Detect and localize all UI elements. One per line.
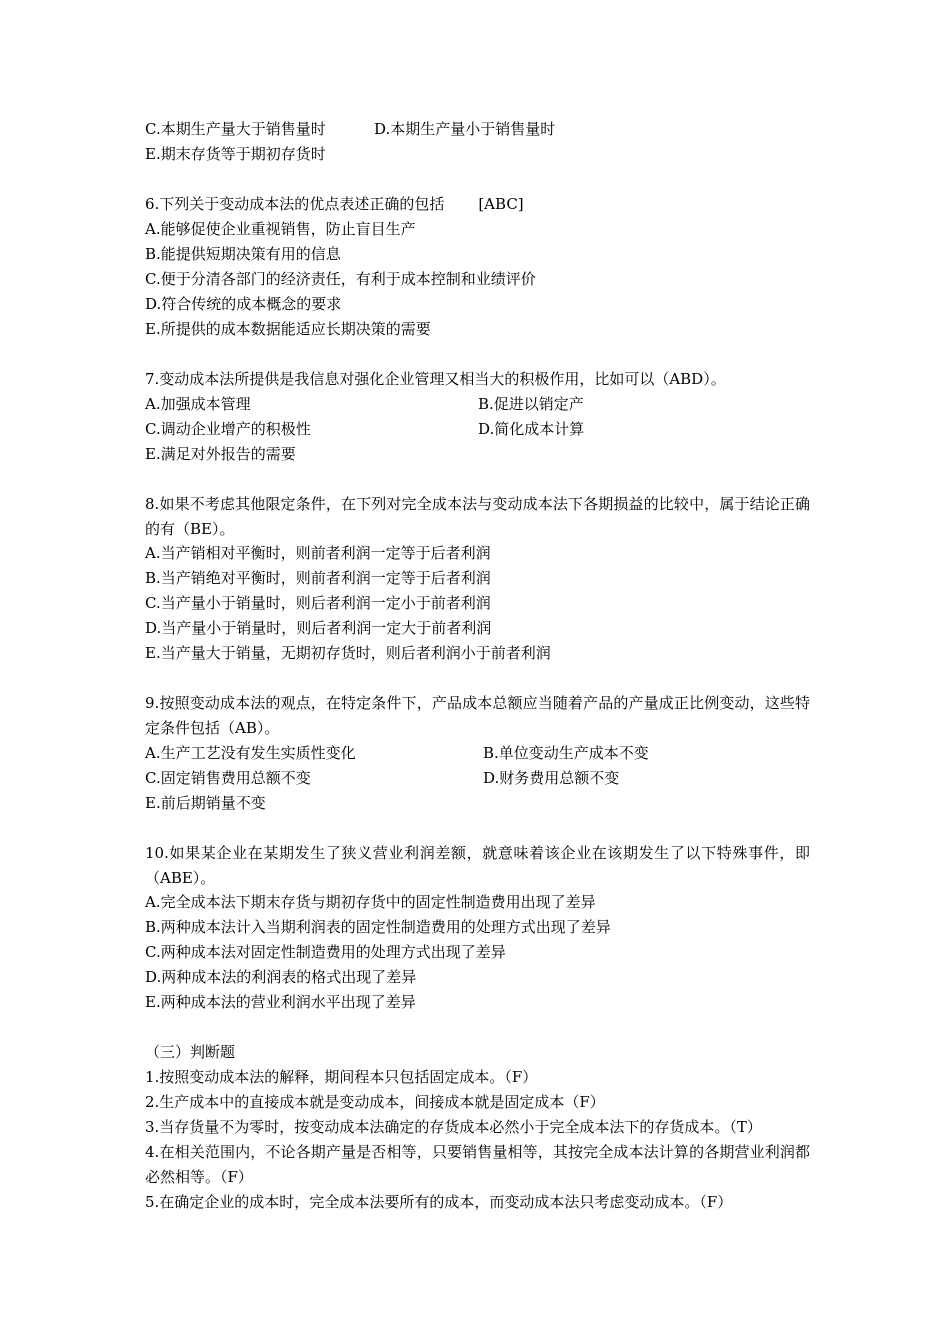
q8-option-e: E.当产量大于销量，无期初存货时，则后者利润小于前者利润 xyxy=(145,644,551,663)
q8-stem: 8.如果不考虑其他限定条件，在下列对完全成本法与变动成本法下各期损益的比较中，属于结论正确的有（BE）。 xyxy=(145,495,810,538)
q7-option-c: C.调动企业增产的积极性 xyxy=(145,420,311,438)
judgement-item-1: 1.按照变动成本法的解释，期间程本只包括固定成本。（F） xyxy=(145,1068,538,1087)
q8-option-c: C.当产量小于销量时，则后者利润一定小于前者利润 xyxy=(145,594,491,613)
q9-option-d: D.财务费用总额不变 xyxy=(483,768,620,787)
q10-option-b: B.两种成本法计入当期利润表的固定性制造费用的处理方式出现了差异 xyxy=(145,918,611,937)
q7-options-ab xyxy=(145,392,810,417)
q5-option-c: C.本期生产量大于销售量时 xyxy=(145,120,326,138)
q5-option-d: D.本期生产量小于销售量时 xyxy=(374,120,556,138)
q10-stem: 10.如果某企业在某期发生了狭义营业利润差额，就意味着该企业在该期发生了以下特殊事件，即（ABE）。 xyxy=(145,843,810,887)
q6-stem-line xyxy=(145,192,810,217)
q5-options-cd xyxy=(145,117,810,142)
document-page xyxy=(145,117,810,1215)
q7-stem: 7.变动成本法所提供是我信息对强化企业管理又相当大的积极作用，比如可以（ABD）。 xyxy=(145,370,726,388)
q10-option-e: E.两种成本法的营业利润水平出现了差异 xyxy=(145,993,416,1012)
q9-option-b: B.单位变动生产成本不变 xyxy=(483,743,649,762)
q9-options-cd xyxy=(145,766,810,791)
q7-option-e: E.满足对外报告的需要 xyxy=(145,445,296,463)
q5-option-e: E.期末存货等于期初存货时 xyxy=(145,145,326,163)
judgement-item-2: 2.生产成本中的直接成本就是变动成本，间接成本就是固定成本（F） xyxy=(145,1093,605,1112)
q7-option-a: A.加强成本管理 xyxy=(145,395,251,413)
q6-option-d: D.符合传统的成本概念的要求 xyxy=(145,295,342,313)
judgement-item-4: 4.在相关范围内，不论各期产量是否相等，只要销售量相等，其按完全成本法计算的各期营业利润都必然相等。（F） xyxy=(145,1143,810,1186)
q9-stem: 9.按照变动成本法的观点，在特定条件下，产品成本总额应当随着产品的产量成正比例变动，这些特定条件包括（AB）。 xyxy=(145,694,810,738)
q8-option-a: A.当产销相对平衡时，则前者利润一定等于后者利润 xyxy=(145,544,491,563)
q6-option-c: C.便于分清各部门的经济责任，有利于成本控制和业绩评价 xyxy=(145,270,536,288)
q6-option-e: E.所提供的成本数据能适应长期决策的需要 xyxy=(145,320,431,338)
q9-option-a: A.生产工艺没有发生实质性变化 xyxy=(145,743,356,762)
q10-option-a: A.完全成本法下期末存货与期初存货中的固定性制造费用出现了差异 xyxy=(145,893,596,912)
q6-stem: 6.下列关于变动成本法的优点表述正确的包括 xyxy=(145,195,445,213)
q9-option-c: C.固定销售费用总额不变 xyxy=(145,768,311,787)
judgement-item-5: 5.在确定企业的成本时，完全成本法要所有的成本，而变动成本法只考虑变动成本。（F） xyxy=(145,1192,733,1211)
q9-option-e: E.前后期销量不变 xyxy=(145,793,266,812)
q10-option-d: D.两种成本法的利润表的格式出现了差异 xyxy=(145,968,417,987)
q6-answer: [ABC] xyxy=(478,195,524,213)
q6-option-b: B.能提供短期决策有用的信息 xyxy=(145,245,341,263)
q7-option-d: D.简化成本计算 xyxy=(478,420,585,438)
q8-option-b: B.当产销绝对平衡时，则前者利润一定等于后者利润 xyxy=(145,569,491,588)
q6-option-a: A.能够促使企业重视销售，防止盲目生产 xyxy=(145,220,416,238)
q9-options-ab xyxy=(145,741,810,766)
q7-option-b: B.促进以销定产 xyxy=(478,395,584,413)
q8-option-d: D.当产量小于销量时，则后者利润一定大于前者利润 xyxy=(145,619,492,638)
q7-options-cd xyxy=(145,417,810,442)
judgement-item-3: 3.当存货量不为零时，按变动成本法确定的存货成本必然小于完全成本法下的存货成本。（T） xyxy=(145,1118,762,1137)
section3-heading: （三）判断题 xyxy=(145,1043,236,1062)
q10-option-c: C.两种成本法对固定性制造费用的处理方式出现了差异 xyxy=(145,943,506,962)
